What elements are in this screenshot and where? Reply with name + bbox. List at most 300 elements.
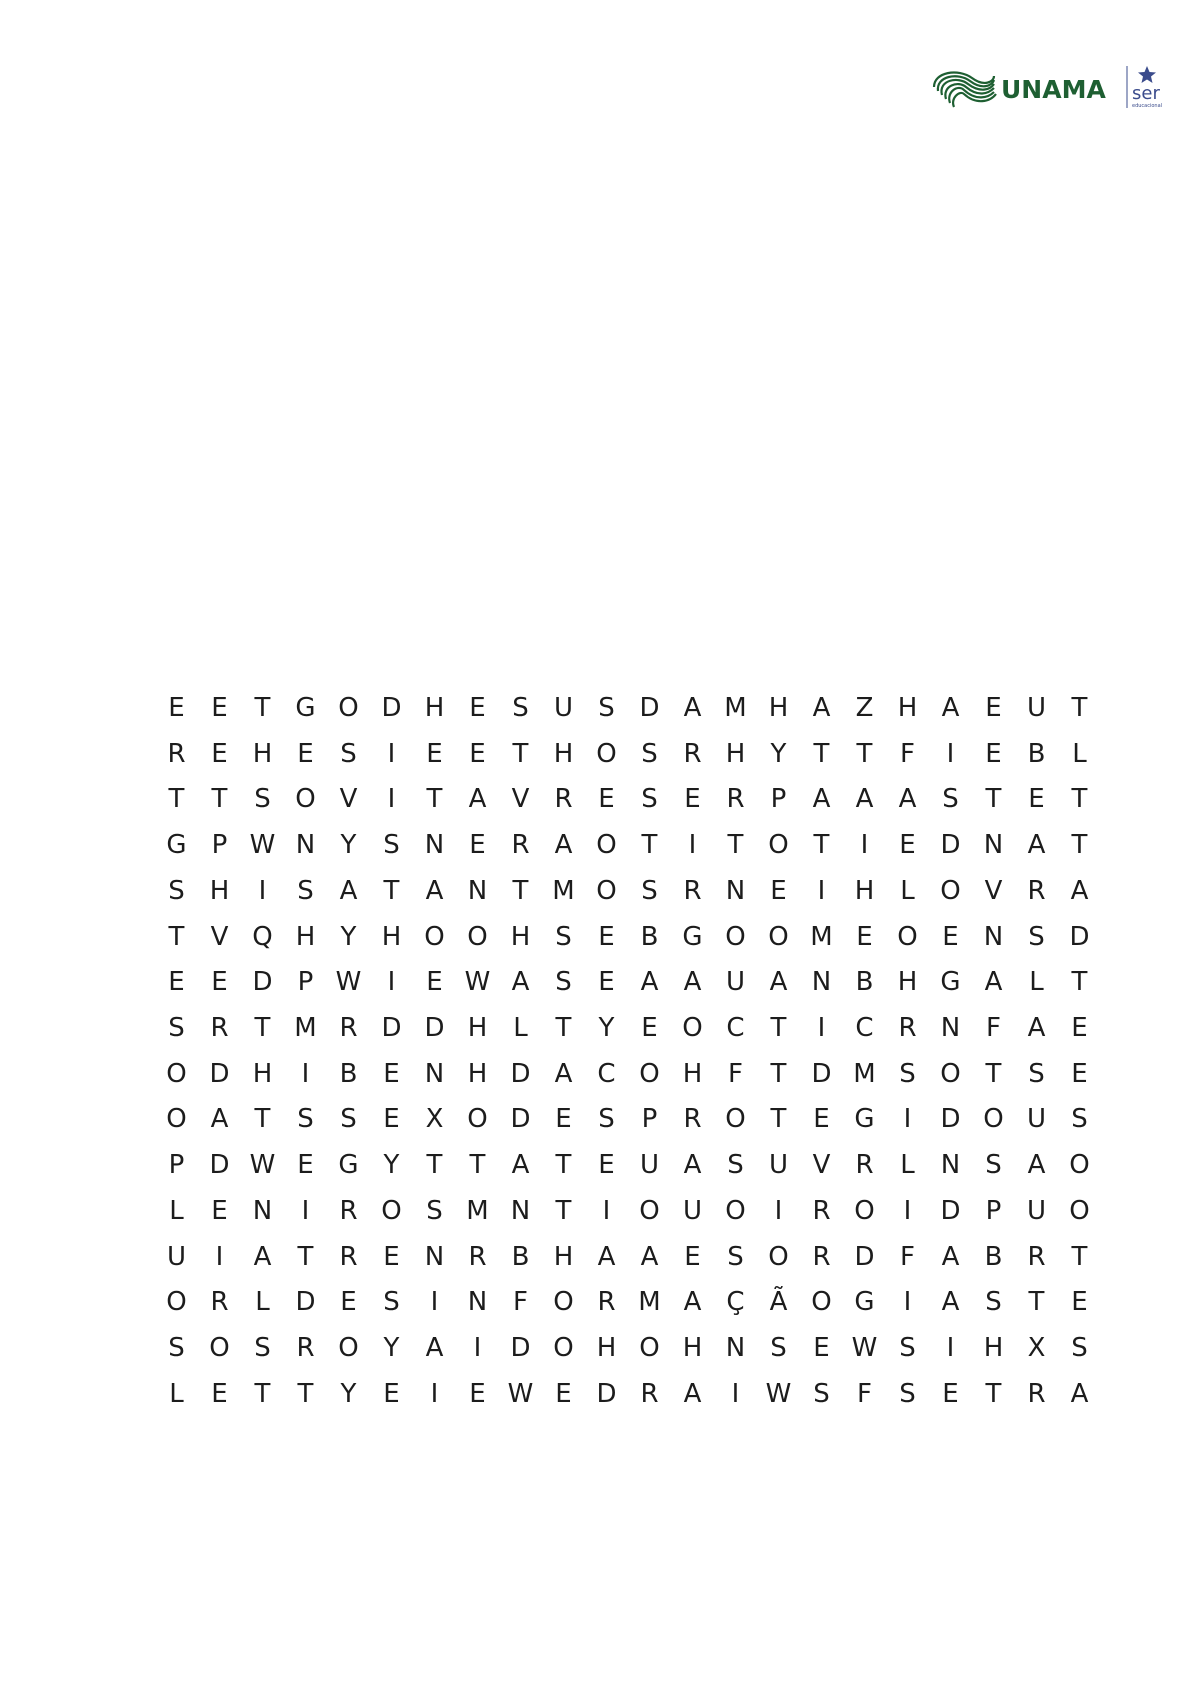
grid-letter[interactable]: T bbox=[383, 875, 400, 906]
grid-letter[interactable]: S bbox=[641, 875, 658, 906]
grid-letter[interactable]: I bbox=[301, 1195, 310, 1226]
grid-letter[interactable]: L bbox=[169, 1378, 184, 1409]
grid-letter[interactable]: D bbox=[940, 1195, 961, 1226]
grid-letter[interactable]: E bbox=[899, 830, 916, 861]
grid-letter[interactable]: E bbox=[426, 967, 443, 998]
grid-letter[interactable]: I bbox=[215, 1241, 224, 1272]
grid-letter[interactable]: O bbox=[725, 921, 746, 952]
grid-letter[interactable]: W bbox=[851, 1333, 878, 1364]
grid-letter[interactable]: L bbox=[255, 1287, 270, 1318]
grid-letter[interactable]: B bbox=[640, 921, 659, 952]
grid-letter[interactable]: W bbox=[507, 1378, 534, 1409]
grid-letter[interactable]: C bbox=[597, 1058, 616, 1089]
grid-letter[interactable]: R bbox=[683, 1104, 702, 1135]
grid-letter[interactable]: D bbox=[381, 693, 402, 723]
grid-letter[interactable]: E bbox=[641, 1013, 658, 1044]
grid-letter[interactable]: E bbox=[598, 784, 615, 815]
grid-letter[interactable]: M bbox=[810, 921, 833, 952]
grid-letter[interactable]: W bbox=[249, 830, 276, 861]
grid-letter[interactable]: O bbox=[639, 1195, 660, 1226]
grid-letter[interactable]: O bbox=[596, 738, 617, 769]
grid-letter[interactable]: A bbox=[941, 1287, 960, 1318]
grid-letter[interactable]: H bbox=[252, 1058, 273, 1089]
grid-letter[interactable]: O bbox=[725, 1104, 746, 1135]
grid-letter[interactable]: S bbox=[598, 1104, 615, 1135]
grid-letter[interactable]: E bbox=[383, 1104, 400, 1135]
grid-letter[interactable]: H bbox=[854, 875, 875, 906]
grid-letter[interactable]: E bbox=[598, 921, 615, 952]
grid-letter[interactable]: R bbox=[511, 830, 530, 861]
grid-letter[interactable]: T bbox=[555, 1195, 572, 1226]
grid-letter[interactable]: O bbox=[854, 1195, 875, 1226]
grid-letter[interactable]: O bbox=[897, 921, 918, 952]
grid-letter[interactable]: E bbox=[469, 1378, 486, 1409]
grid-letter[interactable]: O bbox=[1069, 1195, 1090, 1226]
grid-letter[interactable]: L bbox=[1072, 738, 1087, 769]
grid-letter[interactable]: R bbox=[339, 1013, 358, 1044]
grid-letter[interactable]: Y bbox=[383, 1333, 400, 1364]
grid-letter[interactable]: I bbox=[430, 1378, 439, 1409]
grid-letter[interactable]: Y bbox=[383, 1150, 400, 1181]
grid-letter[interactable]: N bbox=[467, 875, 488, 906]
grid-letter[interactable]: R bbox=[855, 1150, 874, 1181]
grid-letter[interactable]: U bbox=[1026, 1104, 1047, 1135]
grid-letter[interactable]: E bbox=[598, 967, 615, 998]
grid-letter[interactable]: I bbox=[731, 1378, 740, 1409]
grid-letter[interactable]: A bbox=[210, 1104, 229, 1135]
grid-letter[interactable]: U bbox=[725, 967, 746, 998]
grid-letter[interactable]: N bbox=[295, 830, 316, 861]
grid-letter[interactable]: O bbox=[940, 875, 961, 906]
grid-letter[interactable]: G bbox=[295, 693, 316, 723]
grid-letter[interactable]: H bbox=[682, 1333, 703, 1364]
grid-letter[interactable]: D bbox=[252, 967, 273, 998]
grid-letter[interactable]: I bbox=[301, 1058, 310, 1089]
grid-letter[interactable]: S bbox=[813, 1378, 830, 1409]
grid-letter[interactable]: N bbox=[940, 1150, 961, 1181]
grid-letter[interactable]: A bbox=[425, 875, 444, 906]
grid-letter[interactable]: S bbox=[512, 693, 529, 723]
grid-letter[interactable]: T bbox=[168, 921, 185, 952]
grid-letter[interactable]: D bbox=[940, 830, 961, 861]
grid-letter[interactable]: N bbox=[725, 1333, 746, 1364]
grid-letter[interactable]: N bbox=[424, 1241, 445, 1272]
grid-letter[interactable]: T bbox=[813, 830, 830, 861]
grid-letter[interactable]: H bbox=[682, 1058, 703, 1089]
grid-letter[interactable]: O bbox=[166, 1287, 187, 1318]
grid-letter[interactable]: W bbox=[765, 1378, 792, 1409]
grid-letter[interactable]: S bbox=[168, 1013, 185, 1044]
grid-letter[interactable]: D bbox=[510, 1058, 531, 1089]
grid-letter[interactable]: R bbox=[468, 1241, 487, 1272]
grid-letter[interactable]: N bbox=[725, 875, 746, 906]
grid-letter[interactable]: T bbox=[770, 1104, 787, 1135]
grid-letter[interactable]: E bbox=[856, 921, 873, 952]
grid-letter[interactable]: G bbox=[940, 967, 961, 998]
grid-letter[interactable]: S bbox=[555, 967, 572, 998]
grid-letter[interactable]: S bbox=[899, 1333, 916, 1364]
grid-letter[interactable]: E bbox=[1071, 1287, 1088, 1318]
grid-letter[interactable]: A bbox=[1027, 1150, 1046, 1181]
grid-letter[interactable]: U bbox=[639, 1150, 660, 1181]
grid-letter[interactable]: U bbox=[166, 1241, 187, 1272]
grid-letter[interactable]: B bbox=[511, 1241, 530, 1272]
grid-letter[interactable]: A bbox=[941, 693, 960, 723]
grid-letter[interactable]: H bbox=[209, 875, 230, 906]
grid-letter[interactable]: E bbox=[383, 1241, 400, 1272]
grid-letter[interactable]: O bbox=[768, 921, 789, 952]
grid-letter[interactable]: I bbox=[946, 738, 955, 769]
grid-letter[interactable]: F bbox=[728, 1058, 743, 1089]
grid-letter[interactable]: R bbox=[898, 1013, 917, 1044]
grid-letter[interactable]: T bbox=[254, 1104, 271, 1135]
grid-letter[interactable]: E bbox=[813, 1104, 830, 1135]
grid-letter[interactable]: E bbox=[555, 1104, 572, 1135]
grid-letter[interactable]: A bbox=[468, 784, 487, 815]
grid-letter[interactable]: R bbox=[812, 1241, 831, 1272]
grid-letter[interactable]: Y bbox=[340, 921, 357, 952]
grid-letter[interactable]: R bbox=[167, 738, 186, 769]
grid-letter[interactable]: O bbox=[596, 830, 617, 861]
grid-letter[interactable]: A bbox=[1027, 830, 1046, 861]
grid-letter[interactable]: M bbox=[466, 1195, 489, 1226]
grid-letter[interactable]: W bbox=[335, 967, 362, 998]
grid-letter[interactable]: D bbox=[639, 693, 660, 723]
grid-letter[interactable]: Y bbox=[340, 830, 357, 861]
grid-letter[interactable]: A bbox=[339, 875, 358, 906]
grid-letter[interactable]: A bbox=[640, 1241, 659, 1272]
grid-letter[interactable]: O bbox=[1069, 1150, 1090, 1181]
grid-letter[interactable]: A bbox=[1070, 1378, 1089, 1409]
grid-letter[interactable]: A bbox=[855, 784, 874, 815]
grid-letter[interactable]: H bbox=[553, 738, 574, 769]
grid-letter[interactable]: O bbox=[467, 921, 488, 952]
grid-letter[interactable]: L bbox=[1029, 967, 1044, 998]
grid-letter[interactable]: D bbox=[510, 1104, 531, 1135]
grid-letter[interactable]: N bbox=[467, 1287, 488, 1318]
grid-letter[interactable]: N bbox=[424, 830, 445, 861]
grid-letter[interactable]: S bbox=[297, 875, 314, 906]
grid-letter[interactable]: H bbox=[252, 738, 273, 769]
grid-letter[interactable]: D bbox=[424, 1013, 445, 1044]
grid-letter[interactable]: H bbox=[381, 921, 402, 952]
grid-letter[interactable]: P bbox=[985, 1195, 1002, 1226]
grid-letter[interactable]: N bbox=[510, 1195, 531, 1226]
grid-letter[interactable]: T bbox=[985, 1058, 1002, 1089]
grid-letter[interactable]: Z bbox=[855, 693, 874, 723]
grid-letter[interactable]: M bbox=[552, 875, 575, 906]
grid-letter[interactable]: L bbox=[900, 1150, 915, 1181]
grid-letter[interactable]: T bbox=[1071, 784, 1088, 815]
grid-letter[interactable]: T bbox=[426, 784, 443, 815]
grid-letter[interactable]: O bbox=[811, 1287, 832, 1318]
grid-letter[interactable]: E bbox=[469, 693, 486, 723]
grid-letter[interactable]: S bbox=[168, 875, 185, 906]
grid-letter[interactable]: Y bbox=[770, 738, 787, 769]
grid-letter[interactable]: S bbox=[641, 784, 658, 815]
grid-letter[interactable]: E bbox=[211, 967, 228, 998]
grid-letter[interactable]: O bbox=[467, 1104, 488, 1135]
grid-letter[interactable]: R bbox=[1027, 1378, 1046, 1409]
grid-letter[interactable]: X bbox=[1027, 1333, 1046, 1364]
grid-letter[interactable]: A bbox=[554, 1058, 573, 1089]
grid-letter[interactable]: R bbox=[683, 875, 702, 906]
grid-letter[interactable]: R bbox=[640, 1378, 659, 1409]
grid-letter[interactable]: E bbox=[469, 738, 486, 769]
grid-letter[interactable]: E bbox=[942, 1378, 959, 1409]
grid-letter[interactable]: H bbox=[897, 967, 918, 998]
grid-letter[interactable]: G bbox=[682, 921, 703, 952]
grid-letter[interactable]: U bbox=[682, 1195, 703, 1226]
grid-letter[interactable]: T bbox=[555, 1013, 572, 1044]
grid-letter[interactable]: W bbox=[249, 1150, 276, 1181]
grid-letter[interactable]: H bbox=[467, 1058, 488, 1089]
grid-letter[interactable]: D bbox=[295, 1287, 316, 1318]
grid-letter[interactable]: V bbox=[812, 1150, 831, 1181]
grid-letter[interactable]: P bbox=[211, 830, 228, 861]
grid-letter[interactable]: H bbox=[510, 921, 531, 952]
grid-letter[interactable]: G bbox=[338, 1150, 359, 1181]
grid-letter[interactable]: E bbox=[684, 784, 701, 815]
grid-letter[interactable]: A bbox=[683, 1378, 702, 1409]
grid-letter[interactable]: D bbox=[381, 1013, 402, 1044]
grid-letter[interactable]: T bbox=[469, 1150, 486, 1181]
grid-letter[interactable]: O bbox=[983, 1104, 1004, 1135]
grid-letter[interactable]: A bbox=[812, 693, 831, 723]
grid-letter[interactable]: A bbox=[769, 967, 788, 998]
grid-letter[interactable]: T bbox=[168, 784, 185, 815]
grid-letter[interactable]: S bbox=[297, 1104, 314, 1135]
grid-letter[interactable]: F bbox=[857, 1378, 872, 1409]
grid-letter[interactable]: E bbox=[168, 967, 185, 998]
grid-letter[interactable]: T bbox=[426, 1150, 443, 1181]
grid-letter[interactable]: S bbox=[555, 921, 572, 952]
grid-letter[interactable]: I bbox=[387, 967, 396, 998]
grid-letter[interactable]: I bbox=[387, 738, 396, 769]
grid-letter[interactable]: T bbox=[770, 1013, 787, 1044]
grid-letter[interactable]: O bbox=[338, 1333, 359, 1364]
grid-letter[interactable]: D bbox=[940, 1104, 961, 1135]
grid-letter[interactable]: S bbox=[1028, 1058, 1045, 1089]
grid-letter[interactable]: A bbox=[683, 967, 702, 998]
grid-letter[interactable]: H bbox=[467, 1013, 488, 1044]
grid-letter[interactable]: O bbox=[639, 1333, 660, 1364]
grid-letter[interactable]: M bbox=[294, 1013, 317, 1044]
grid-letter[interactable]: T bbox=[254, 693, 271, 723]
grid-letter[interactable]: M bbox=[853, 1058, 876, 1089]
grid-letter[interactable]: T bbox=[641, 830, 658, 861]
grid-letter[interactable]: T bbox=[297, 1378, 314, 1409]
grid-letter[interactable]: O bbox=[725, 1195, 746, 1226]
grid-letter[interactable]: B bbox=[855, 967, 874, 998]
grid-letter[interactable]: O bbox=[940, 1058, 961, 1089]
grid-letter[interactable]: H bbox=[983, 1333, 1004, 1364]
grid-letter[interactable]: R bbox=[726, 784, 745, 815]
grid-letter[interactable]: S bbox=[641, 738, 658, 769]
grid-letter[interactable]: A bbox=[812, 784, 831, 815]
grid-letter[interactable]: E bbox=[426, 738, 443, 769]
grid-letter[interactable]: E bbox=[1071, 1058, 1088, 1089]
grid-letter[interactable]: O bbox=[682, 1013, 703, 1044]
grid-letter[interactable]: A bbox=[1027, 1013, 1046, 1044]
grid-letter[interactable]: O bbox=[553, 1333, 574, 1364]
grid-letter[interactable]: I bbox=[817, 1013, 826, 1044]
grid-letter[interactable]: G bbox=[854, 1287, 875, 1318]
grid-letter[interactable]: Y bbox=[340, 1378, 357, 1409]
grid-letter[interactable]: E bbox=[985, 738, 1002, 769]
grid-letter[interactable]: F bbox=[513, 1287, 528, 1318]
grid-letter[interactable]: E bbox=[598, 1150, 615, 1181]
grid-letter[interactable]: R bbox=[339, 1241, 358, 1272]
grid-letter[interactable]: S bbox=[985, 1287, 1002, 1318]
grid-letter[interactable]: A bbox=[554, 830, 573, 861]
grid-letter[interactable]: H bbox=[768, 693, 789, 723]
grid-letter[interactable]: E bbox=[770, 875, 787, 906]
grid-letter[interactable]: I bbox=[860, 830, 869, 861]
grid-letter[interactable]: A bbox=[425, 1333, 444, 1364]
grid-letter[interactable]: A bbox=[984, 967, 1003, 998]
grid-letter[interactable]: R bbox=[812, 1195, 831, 1226]
grid-letter[interactable]: R bbox=[1027, 875, 1046, 906]
grid-letter[interactable]: Q bbox=[252, 921, 273, 952]
grid-letter[interactable]: T bbox=[254, 1013, 271, 1044]
grid-letter[interactable]: A bbox=[683, 1287, 702, 1318]
grid-letter[interactable]: I bbox=[903, 1195, 912, 1226]
grid-letter[interactable]: E bbox=[1028, 784, 1045, 815]
grid-letter[interactable]: E bbox=[383, 1378, 400, 1409]
grid-letter[interactable]: S bbox=[1071, 1104, 1088, 1135]
grid-letter[interactable]: E bbox=[297, 1150, 314, 1181]
grid-letter[interactable]: N bbox=[252, 1195, 273, 1226]
grid-letter[interactable]: O bbox=[338, 693, 359, 723]
grid-letter[interactable]: E bbox=[211, 1195, 228, 1226]
grid-letter[interactable]: E bbox=[383, 1058, 400, 1089]
grid-letter[interactable]: S bbox=[727, 1150, 744, 1181]
grid-letter[interactable]: R bbox=[683, 738, 702, 769]
grid-letter[interactable]: D bbox=[510, 1333, 531, 1364]
grid-letter[interactable]: O bbox=[553, 1287, 574, 1318]
grid-letter[interactable]: E bbox=[985, 693, 1002, 723]
grid-letter[interactable]: S bbox=[899, 1058, 916, 1089]
grid-letter[interactable]: D bbox=[854, 1241, 875, 1272]
grid-letter[interactable]: S bbox=[254, 784, 271, 815]
grid-letter[interactable]: D bbox=[596, 1378, 617, 1409]
grid-letter[interactable]: A bbox=[597, 1241, 616, 1272]
grid-letter[interactable]: E bbox=[813, 1333, 830, 1364]
grid-letter[interactable]: H bbox=[897, 693, 918, 723]
grid-letter[interactable]: T bbox=[1071, 830, 1088, 861]
grid-letter[interactable]: N bbox=[940, 1013, 961, 1044]
grid-letter[interactable]: H bbox=[725, 738, 746, 769]
grid-letter[interactable]: T bbox=[1071, 1241, 1088, 1272]
grid-letter[interactable]: A bbox=[941, 1241, 960, 1272]
grid-letter[interactable]: Y bbox=[598, 1013, 615, 1044]
grid-letter[interactable]: S bbox=[598, 693, 615, 723]
grid-letter[interactable]: R bbox=[597, 1287, 616, 1318]
grid-letter[interactable]: T bbox=[770, 1058, 787, 1089]
grid-letter[interactable]: R bbox=[210, 1013, 229, 1044]
grid-letter[interactable]: R bbox=[1027, 1241, 1046, 1272]
grid-letter[interactable]: I bbox=[817, 875, 826, 906]
grid-letter[interactable]: L bbox=[900, 875, 915, 906]
grid-letter[interactable]: Ç bbox=[726, 1287, 745, 1318]
grid-letter[interactable]: N bbox=[983, 921, 1004, 952]
grid-letter[interactable]: V bbox=[339, 784, 358, 815]
grid-letter[interactable]: T bbox=[1071, 693, 1088, 723]
grid-letter[interactable]: S bbox=[1028, 921, 1045, 952]
grid-letter[interactable]: O bbox=[166, 1104, 187, 1135]
grid-letter[interactable]: H bbox=[424, 693, 445, 723]
grid-letter[interactable]: E bbox=[211, 1378, 228, 1409]
grid-letter[interactable]: E bbox=[211, 693, 228, 723]
grid-letter[interactable]: T bbox=[985, 1378, 1002, 1409]
grid-letter[interactable]: N bbox=[983, 830, 1004, 861]
grid-letter[interactable]: P bbox=[770, 784, 787, 815]
grid-letter[interactable]: H bbox=[295, 921, 316, 952]
grid-letter[interactable]: U bbox=[1026, 693, 1047, 723]
grid-letter[interactable]: O bbox=[639, 1058, 660, 1089]
grid-letter[interactable]: I bbox=[688, 830, 697, 861]
grid-letter[interactable]: S bbox=[340, 738, 357, 769]
grid-letter[interactable]: M bbox=[638, 1287, 661, 1318]
grid-letter[interactable]: I bbox=[946, 1333, 955, 1364]
grid-letter[interactable]: O bbox=[424, 921, 445, 952]
grid-letter[interactable]: G bbox=[166, 830, 187, 861]
grid-letter[interactable]: E bbox=[684, 1241, 701, 1272]
grid-letter[interactable]: R bbox=[554, 784, 573, 815]
grid-letter[interactable]: R bbox=[210, 1287, 229, 1318]
grid-letter[interactable]: E bbox=[555, 1378, 572, 1409]
grid-letter[interactable]: H bbox=[596, 1333, 617, 1364]
grid-letter[interactable]: E bbox=[469, 830, 486, 861]
grid-letter[interactable]: U bbox=[1026, 1195, 1047, 1226]
grid-letter[interactable]: O bbox=[596, 875, 617, 906]
grid-letter[interactable]: I bbox=[430, 1287, 439, 1318]
grid-letter[interactable]: A bbox=[1070, 875, 1089, 906]
grid-letter[interactable]: E bbox=[297, 738, 314, 769]
grid-letter[interactable]: S bbox=[254, 1333, 271, 1364]
grid-letter[interactable]: D bbox=[811, 1058, 832, 1089]
grid-letter[interactable]: I bbox=[387, 784, 396, 815]
grid-letter[interactable]: X bbox=[425, 1104, 444, 1135]
grid-letter[interactable]: I bbox=[602, 1195, 611, 1226]
grid-letter[interactable]: S bbox=[727, 1241, 744, 1272]
grid-letter[interactable]: O bbox=[381, 1195, 402, 1226]
grid-letter[interactable]: L bbox=[513, 1013, 528, 1044]
grid-letter[interactable]: D bbox=[209, 1150, 230, 1181]
grid-letter[interactable]: A bbox=[683, 693, 702, 723]
grid-letter[interactable]: S bbox=[899, 1378, 916, 1409]
grid-letter[interactable]: V bbox=[984, 875, 1003, 906]
grid-letter[interactable]: A bbox=[253, 1241, 272, 1272]
grid-letter[interactable]: I bbox=[258, 875, 267, 906]
grid-letter[interactable]: S bbox=[383, 830, 400, 861]
grid-letter[interactable]: C bbox=[855, 1013, 874, 1044]
grid-letter[interactable]: I bbox=[774, 1195, 783, 1226]
grid-letter[interactable]: N bbox=[811, 967, 832, 998]
grid-letter[interactable]: T bbox=[254, 1378, 271, 1409]
grid-letter[interactable]: T bbox=[297, 1241, 314, 1272]
grid-letter[interactable]: M bbox=[724, 693, 747, 723]
grid-letter[interactable]: S bbox=[383, 1287, 400, 1318]
grid-letter[interactable]: T bbox=[1071, 967, 1088, 998]
grid-letter[interactable]: S bbox=[168, 1333, 185, 1364]
grid-letter[interactable]: H bbox=[553, 1241, 574, 1272]
grid-letter[interactable]: V bbox=[511, 784, 530, 815]
grid-letter[interactable]: A bbox=[511, 967, 530, 998]
grid-letter[interactable]: T bbox=[727, 830, 744, 861]
grid-letter[interactable]: O bbox=[768, 830, 789, 861]
